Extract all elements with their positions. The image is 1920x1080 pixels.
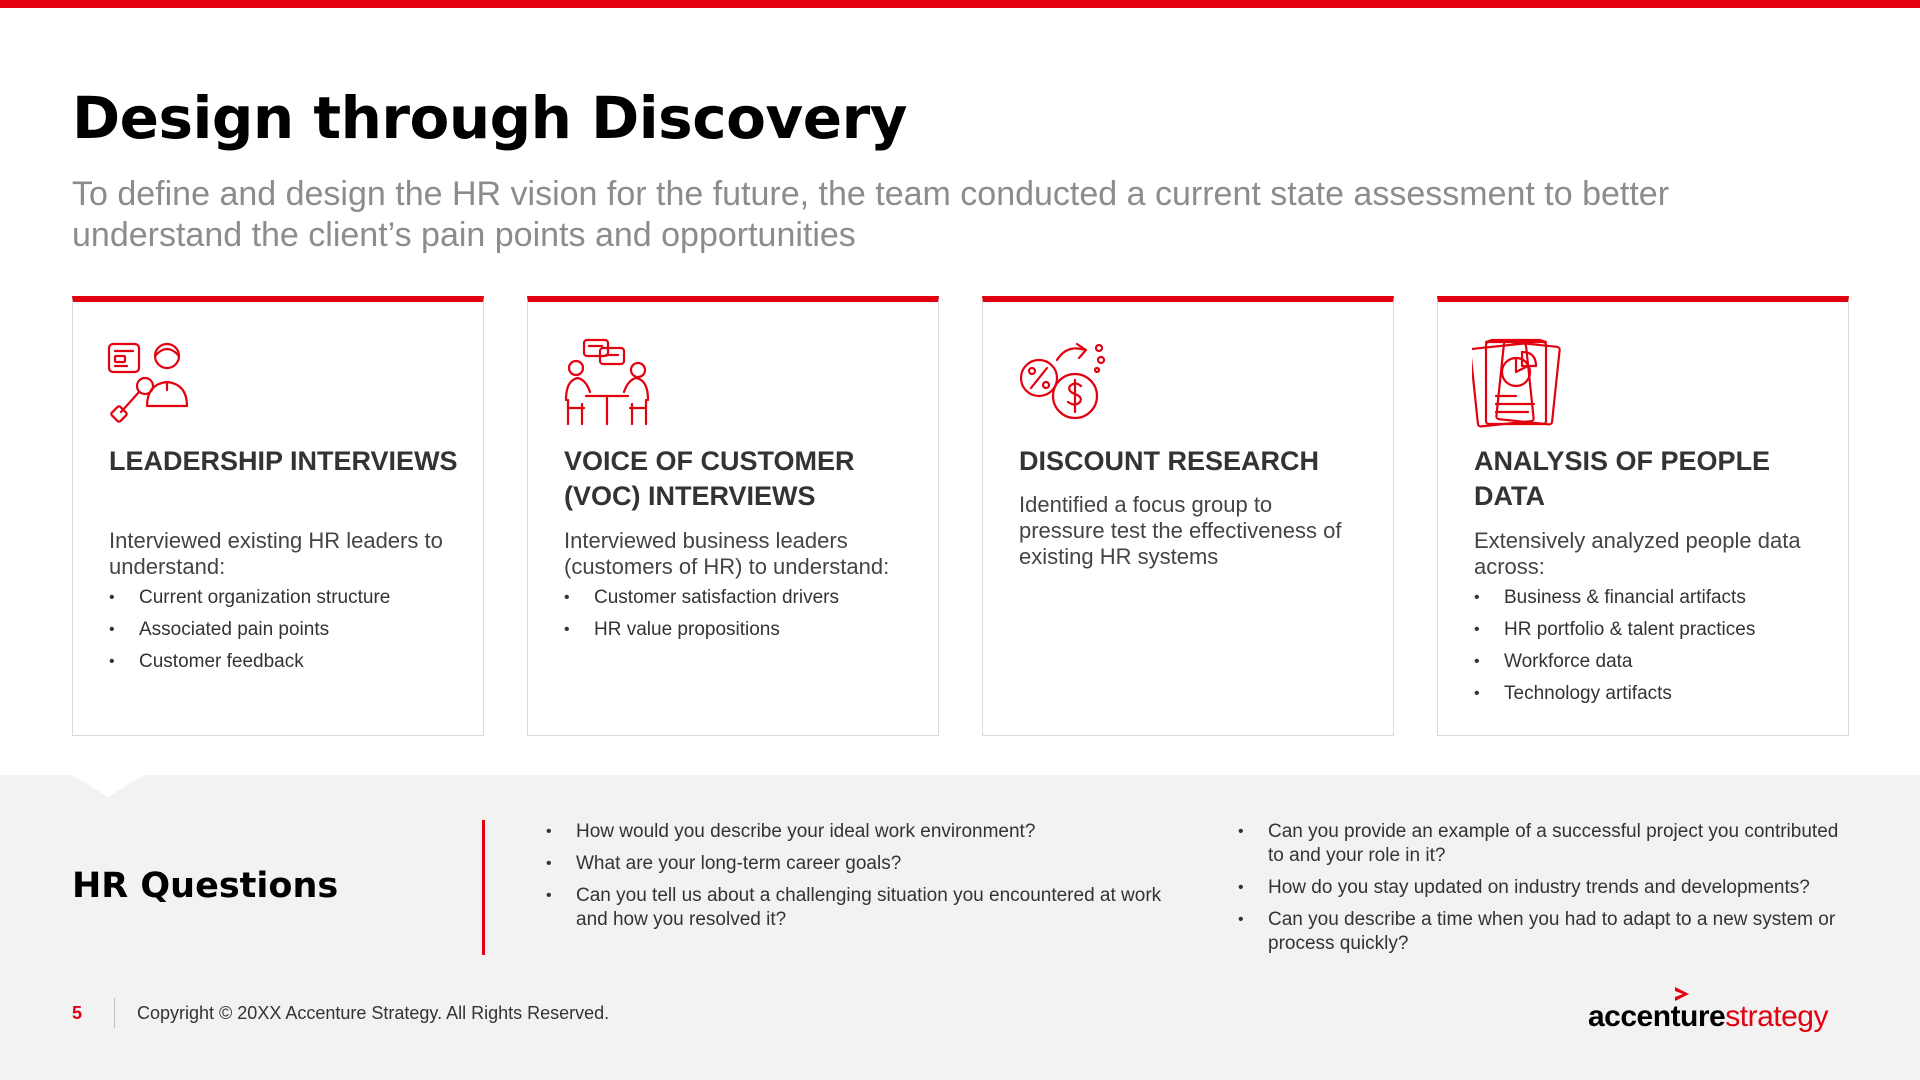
card-description: Extensively analyzed people data across: <box>1474 528 1801 579</box>
card-bullet-list <box>564 582 924 646</box>
list-item: • HR portfolio & talent practices <box>1474 614 1834 646</box>
questions-column-2 <box>1238 820 1848 964</box>
discovery-cards <box>72 296 1850 736</box>
list-item: • Current organization structure <box>109 582 469 614</box>
card-analysis-people-data <box>1437 296 1849 736</box>
card-discount-research <box>982 296 1394 736</box>
questions-column-1 <box>546 820 1196 940</box>
logo-primary: accenture <box>1588 1000 1726 1033</box>
card-description: Identified a focus group to pressure test the effectiveness of existing HR systems <box>1019 492 1342 569</box>
card-title: ANALYSIS OF PEOPLE DATA <box>1474 446 1771 511</box>
card-title: DISCOUNT RESEARCH <box>1019 446 1320 476</box>
documents-chart-icon <box>1472 338 1562 428</box>
page-subtitle: To define and design the HR vision for the future, the team conducted a current state assessment to better understand the client’s pain points and opportunities <box>72 175 1670 254</box>
list-item: • Business & financial artifacts <box>1474 582 1834 614</box>
panel-notch <box>72 775 144 797</box>
card-description: Interviewed existing HR leaders to understand: <box>109 528 443 579</box>
question-item: • How would you describe your ideal work environment? <box>546 820 1196 844</box>
people-conversation-icon <box>562 338 652 428</box>
logo-wordmark <box>1588 1000 1828 1034</box>
card-title: LEADERSHIP INTERVIEWS <box>109 446 458 476</box>
copyright-text: Copyright © 20XX Accenture Strategy. All Rights Reserved. <box>137 1003 610 1023</box>
page-title: Design through Discovery <box>72 84 907 152</box>
question-item: • What are your long-term career goals? <box>546 852 1196 876</box>
card-voc-interviews <box>527 296 939 736</box>
list-item: • HR value propositions <box>564 614 924 646</box>
question-item: • Can you describe a time when you had to adapt to a new system or process quickly? <box>1238 908 1848 956</box>
section-divider <box>482 820 485 955</box>
list-item: • Associated pain points <box>109 614 469 646</box>
card-leadership-interviews <box>72 296 484 736</box>
discount-money-icon <box>1017 338 1107 428</box>
list-item: • Workforce data <box>1474 646 1834 678</box>
hr-questions-heading: HR Questions <box>72 866 339 906</box>
top-accent-bar <box>0 0 1920 8</box>
card-bullet-list <box>109 582 469 678</box>
question-item: • Can you tell us about a challenging situation you encountered at work and how you resolved it? <box>546 884 1196 932</box>
page-number: 5 <box>72 1003 83 1023</box>
card-bullet-list <box>1474 582 1834 710</box>
card-description: Interviewed business leaders (customers of HR) to understand: <box>564 528 890 579</box>
question-item: • Can you provide an example of a successful project you contributed to and your role in it? <box>1238 820 1848 868</box>
accenture-strategy-logo <box>1588 986 1848 1036</box>
list-item: • Technology artifacts <box>1474 678 1834 710</box>
card-title: VOICE OF CUSTOMER (VOC) INTERVIEWS <box>564 446 855 511</box>
list-item: • Customer feedback <box>109 646 469 678</box>
list-item: • Customer satisfaction drivers <box>564 582 924 614</box>
interview-microphone-icon <box>107 338 197 428</box>
footer-divider <box>114 998 115 1028</box>
question-item: • How do you stay updated on industry trends and developments? <box>1238 876 1848 900</box>
logo-secondary: strategy <box>1725 1000 1828 1033</box>
